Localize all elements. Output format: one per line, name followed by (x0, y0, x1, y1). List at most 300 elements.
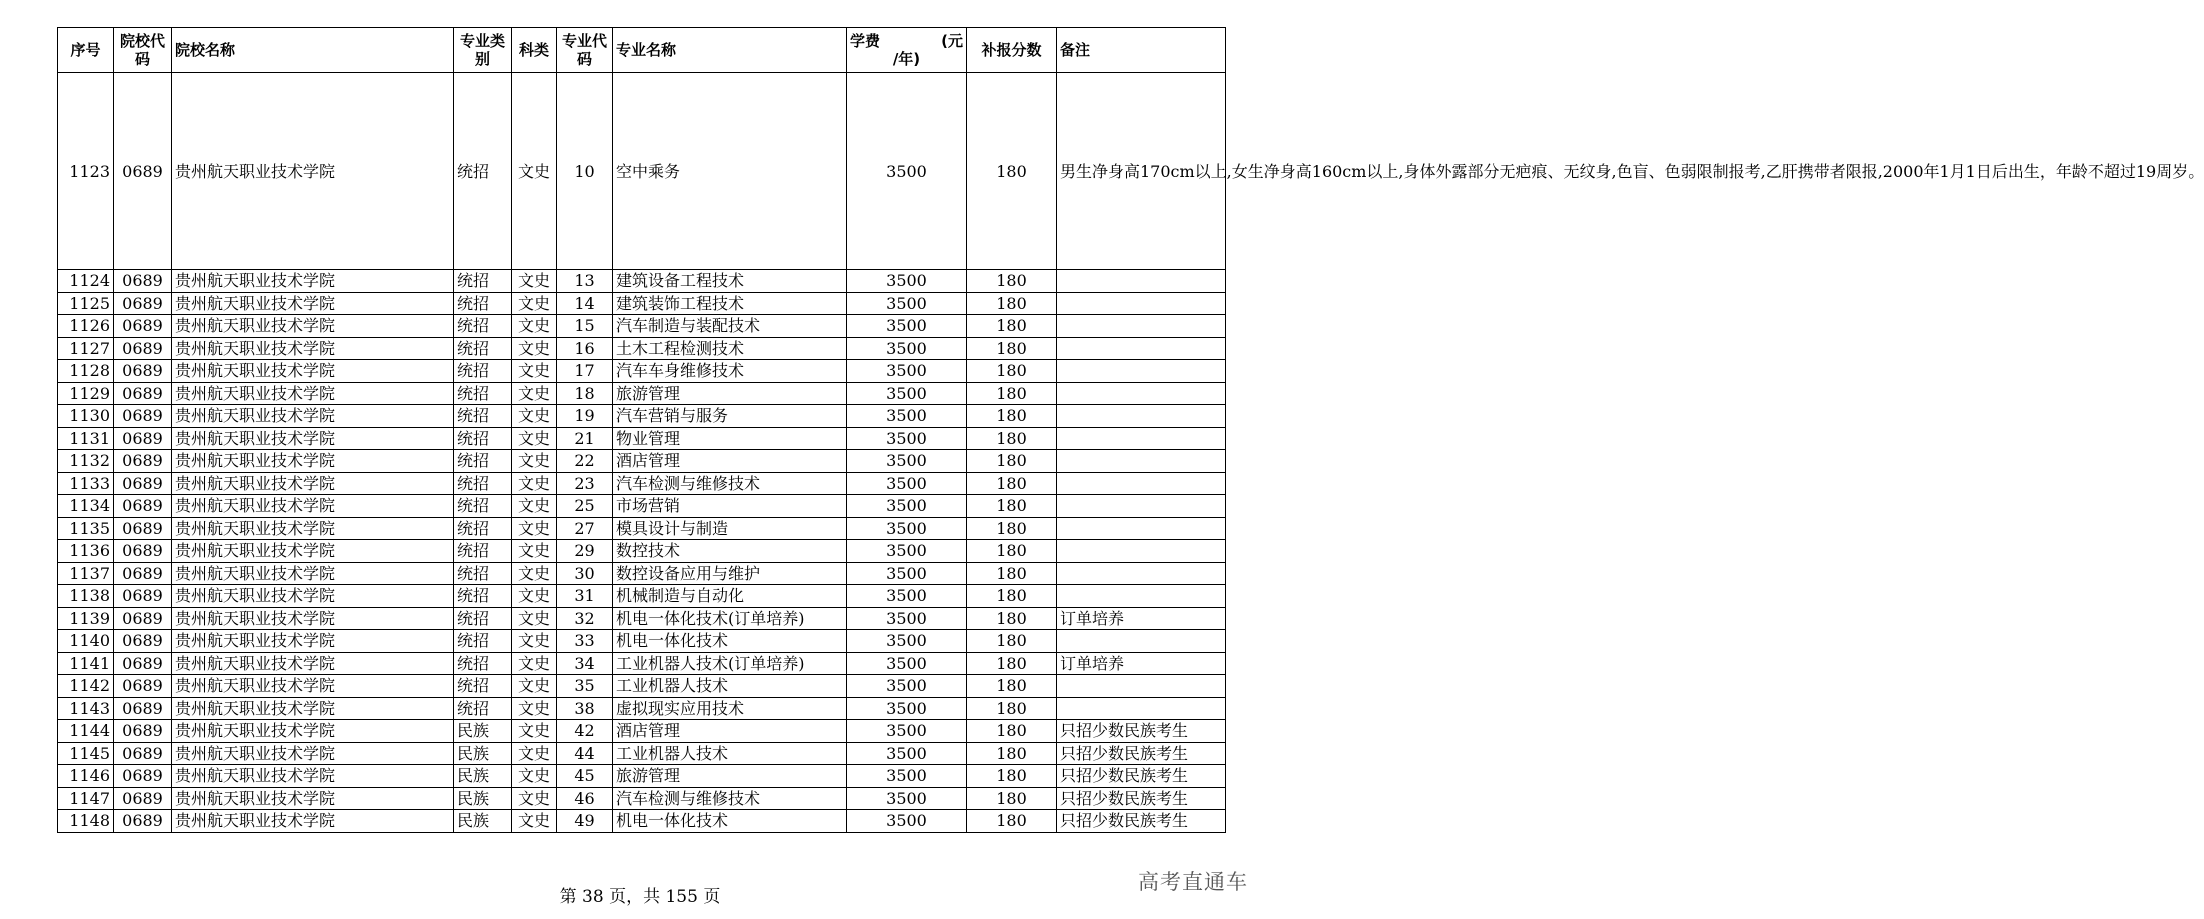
page-footer: 第 38 页，共 155 页 (559, 887, 721, 907)
cell-subject: 文史 (512, 787, 557, 810)
cell-school-name: 贵州航天职业技术学院 (172, 360, 454, 383)
header-score: 补报分数 (967, 28, 1057, 73)
cell-score: 180 (967, 337, 1057, 360)
cell-major-category: 民族 (454, 810, 512, 833)
cell-school-code: 0689 (114, 292, 172, 315)
cell-major-code: 49 (557, 810, 613, 833)
cell-score: 180 (967, 742, 1057, 765)
cell-school-code: 0689 (114, 630, 172, 653)
cell-major-name: 机电一体化技术 (613, 630, 847, 653)
cell-seq: 1145 (58, 742, 114, 765)
cell-score: 180 (967, 292, 1057, 315)
table-row (58, 292, 1226, 315)
cell-notes: 订单培养 (1057, 652, 1226, 675)
cell-tuition: 3500 (847, 73, 967, 270)
cell-school-code: 0689 (114, 382, 172, 405)
cell-seq: 1130 (58, 405, 114, 428)
cell-notes (1057, 405, 1226, 428)
cell-notes (1057, 495, 1226, 518)
cell-major-category: 统招 (454, 585, 512, 608)
cell-school-code: 0689 (114, 472, 172, 495)
cell-school-name: 贵州航天职业技术学院 (172, 720, 454, 743)
cell-major-category: 统招 (454, 495, 512, 518)
cell-subject: 文史 (512, 720, 557, 743)
cell-school-name: 贵州航天职业技术学院 (172, 787, 454, 810)
cell-major-name: 汽车车身维修技术 (613, 360, 847, 383)
cell-school-name: 贵州航天职业技术学院 (172, 337, 454, 360)
cell-major-code: 14 (557, 292, 613, 315)
watermark: 高考直通车 (1138, 870, 1248, 894)
table-row (58, 427, 1226, 450)
cell-seq: 1138 (58, 585, 114, 608)
cell-major-category: 统招 (454, 360, 512, 383)
cell-notes: 只招少数民族考生 (1057, 765, 1226, 788)
cell-seq: 1144 (58, 720, 114, 743)
cell-school-code: 0689 (114, 270, 172, 293)
cell-school-code: 0689 (114, 585, 172, 608)
cell-subject: 文史 (512, 315, 557, 338)
cell-major-code: 29 (557, 540, 613, 563)
cell-major-code: 19 (557, 405, 613, 428)
cell-subject: 文史 (512, 360, 557, 383)
cell-score: 180 (967, 450, 1057, 473)
cell-major-name: 机电一体化技术 (613, 810, 847, 833)
cell-tuition: 3500 (847, 697, 967, 720)
cell-major-code: 17 (557, 360, 613, 383)
cell-school-code: 0689 (114, 495, 172, 518)
cell-subject: 文史 (512, 292, 557, 315)
cell-school-name: 贵州航天职业技术学院 (172, 562, 454, 585)
cell-tuition: 3500 (847, 405, 967, 428)
cell-major-code: 21 (557, 427, 613, 450)
cell-tuition: 3500 (847, 337, 967, 360)
cell-seq: 1126 (58, 315, 114, 338)
cell-tuition: 3500 (847, 630, 967, 653)
cell-notes: 只招少数民族考生 (1057, 742, 1226, 765)
cell-major-code: 32 (557, 607, 613, 630)
cell-major-category: 统招 (454, 607, 512, 630)
cell-major-code: 18 (557, 382, 613, 405)
cell-score: 180 (967, 517, 1057, 540)
cell-tuition: 3500 (847, 765, 967, 788)
cell-major-name: 汽车检测与维修技术 (613, 472, 847, 495)
cell-school-name: 贵州航天职业技术学院 (172, 810, 454, 833)
cell-score: 180 (967, 652, 1057, 675)
header-tuition-unit: (元 (941, 32, 963, 50)
cell-school-name: 贵州航天职业技术学院 (172, 382, 454, 405)
cell-score: 180 (967, 73, 1057, 270)
cell-subject: 文史 (512, 405, 557, 428)
table-row (58, 652, 1226, 675)
table-row (58, 585, 1226, 608)
cell-major-name: 旅游管理 (613, 765, 847, 788)
cell-school-name: 贵州航天职业技术学院 (172, 675, 454, 698)
cell-score: 180 (967, 540, 1057, 563)
cell-major-category: 统招 (454, 562, 512, 585)
table-row (58, 495, 1226, 518)
table-row (58, 742, 1226, 765)
header-major-code: 专业代码 (557, 28, 613, 73)
cell-subject: 文史 (512, 765, 557, 788)
cell-major-code: 44 (557, 742, 613, 765)
cell-major-code: 25 (557, 495, 613, 518)
cell-major-category: 民族 (454, 720, 512, 743)
cell-major-name: 空中乘务 (613, 73, 847, 270)
cell-seq: 1141 (58, 652, 114, 675)
cell-seq: 1125 (58, 292, 114, 315)
cell-major-code: 46 (557, 787, 613, 810)
table-row (58, 360, 1226, 383)
cell-school-code: 0689 (114, 450, 172, 473)
cell-notes (1057, 427, 1226, 450)
admissions-table (57, 27, 2204, 833)
cell-subject: 文史 (512, 652, 557, 675)
cell-major-name: 市场营销 (613, 495, 847, 518)
cell-subject: 文史 (512, 382, 557, 405)
table-row (58, 315, 1226, 338)
cell-notes (1057, 450, 1226, 473)
table-row (58, 675, 1226, 698)
cell-seq: 1124 (58, 270, 114, 293)
cell-school-name: 贵州航天职业技术学院 (172, 405, 454, 428)
cell-school-name: 贵州航天职业技术学院 (172, 292, 454, 315)
header-notes: 备注 (1057, 28, 1226, 73)
cell-major-category: 统招 (454, 292, 512, 315)
cell-score: 180 (967, 585, 1057, 608)
cell-school-name: 贵州航天职业技术学院 (172, 472, 454, 495)
cell-score: 180 (967, 405, 1057, 428)
cell-score: 180 (967, 360, 1057, 383)
cell-seq: 1137 (58, 562, 114, 585)
cell-major-code: 31 (557, 585, 613, 608)
table-row (58, 540, 1226, 563)
cell-tuition: 3500 (847, 810, 967, 833)
cell-notes (1057, 292, 1226, 315)
cell-school-code: 0689 (114, 562, 172, 585)
cell-notes (1057, 337, 1226, 360)
cell-school-name: 贵州航天职业技术学院 (172, 517, 454, 540)
cell-major-category: 统招 (454, 270, 512, 293)
table-row (58, 562, 1226, 585)
table-row (58, 697, 1226, 720)
cell-subject: 文史 (512, 73, 557, 270)
cell-seq: 1140 (58, 630, 114, 653)
cell-major-category: 统招 (454, 315, 512, 338)
cell-subject: 文史 (512, 517, 557, 540)
cell-major-name: 工业机器人技术 (613, 742, 847, 765)
table-row (58, 720, 1226, 743)
cell-tuition: 3500 (847, 292, 967, 315)
cell-subject: 文史 (512, 585, 557, 608)
cell-major-name: 汽车检测与维修技术 (613, 787, 847, 810)
cell-score: 180 (967, 472, 1057, 495)
cell-major-name: 建筑装饰工程技术 (613, 292, 847, 315)
cell-seq: 1148 (58, 810, 114, 833)
cell-major-code: 33 (557, 630, 613, 653)
cell-tuition: 3500 (847, 720, 967, 743)
table-row (58, 73, 1226, 270)
cell-subject: 文史 (512, 697, 557, 720)
cell-tuition: 3500 (847, 495, 967, 518)
cell-notes (1057, 270, 1226, 293)
table-row (58, 382, 1226, 405)
cell-major-category: 统招 (454, 337, 512, 360)
cell-seq: 1142 (58, 675, 114, 698)
cell-subject: 文史 (512, 540, 557, 563)
table-row (58, 405, 1226, 428)
cell-score: 180 (967, 675, 1057, 698)
cell-score: 180 (967, 810, 1057, 833)
cell-school-name: 贵州航天职业技术学院 (172, 540, 454, 563)
cell-major-name: 机械制造与自动化 (613, 585, 847, 608)
cell-major-name: 汽车营销与服务 (613, 405, 847, 428)
cell-school-name: 贵州航天职业技术学院 (172, 270, 454, 293)
cell-school-code: 0689 (114, 337, 172, 360)
cell-seq: 1135 (58, 517, 114, 540)
cell-seq: 1146 (58, 765, 114, 788)
cell-major-name: 建筑设备工程技术 (613, 270, 847, 293)
cell-major-name: 酒店管理 (613, 450, 847, 473)
cell-school-code: 0689 (114, 315, 172, 338)
cell-score: 180 (967, 270, 1057, 293)
cell-subject: 文史 (512, 630, 557, 653)
cell-major-category: 统招 (454, 450, 512, 473)
cell-school-name: 贵州航天职业技术学院 (172, 742, 454, 765)
cell-tuition: 3500 (847, 450, 967, 473)
cell-school-name: 贵州航天职业技术学院 (172, 630, 454, 653)
cell-school-name: 贵州航天职业技术学院 (172, 315, 454, 338)
cell-notes (1057, 382, 1226, 405)
cell-major-code: 35 (557, 675, 613, 698)
cell-subject: 文史 (512, 450, 557, 473)
cell-seq: 1134 (58, 495, 114, 518)
cell-notes (1057, 697, 1226, 720)
cell-school-code: 0689 (114, 742, 172, 765)
cell-tuition: 3500 (847, 540, 967, 563)
cell-major-code: 16 (557, 337, 613, 360)
cell-tuition: 3500 (847, 652, 967, 675)
cell-subject: 文史 (512, 607, 557, 630)
cell-major-name: 数控技术 (613, 540, 847, 563)
cell-notes (1057, 517, 1226, 540)
cell-tuition: 3500 (847, 675, 967, 698)
cell-school-code: 0689 (114, 720, 172, 743)
cell-school-name: 贵州航天职业技术学院 (172, 697, 454, 720)
cell-subject: 文史 (512, 472, 557, 495)
table-row (58, 450, 1226, 473)
cell-notes (1057, 315, 1226, 338)
cell-school-code: 0689 (114, 787, 172, 810)
cell-notes (1057, 630, 1226, 653)
table-row (58, 787, 1226, 810)
cell-major-code: 10 (557, 73, 613, 270)
cell-school-name: 贵州航天职业技术学院 (172, 765, 454, 788)
cell-seq: 1127 (58, 337, 114, 360)
cell-school-code: 0689 (114, 427, 172, 450)
cell-score: 180 (967, 382, 1057, 405)
cell-seq: 1129 (58, 382, 114, 405)
cell-major-category: 统招 (454, 675, 512, 698)
table-header-row (58, 28, 1226, 73)
cell-score: 180 (967, 697, 1057, 720)
cell-major-category: 民族 (454, 787, 512, 810)
cell-major-name: 汽车制造与装配技术 (613, 315, 847, 338)
cell-score: 180 (967, 562, 1057, 585)
cell-school-name: 贵州航天职业技术学院 (172, 73, 454, 270)
cell-school-name: 贵州航天职业技术学院 (172, 427, 454, 450)
cell-major-name: 模具设计与制造 (613, 517, 847, 540)
table-body (58, 73, 2204, 833)
header-tuition (847, 28, 967, 73)
cell-tuition: 3500 (847, 517, 967, 540)
cell-notes (1057, 360, 1226, 383)
header-subject: 科类 (512, 28, 557, 73)
cell-notes (1057, 585, 1226, 608)
cell-tuition: 3500 (847, 427, 967, 450)
cell-seq: 1133 (58, 472, 114, 495)
cell-school-name: 贵州航天职业技术学院 (172, 607, 454, 630)
cell-major-code: 45 (557, 765, 613, 788)
cell-tuition: 3500 (847, 472, 967, 495)
cell-major-code: 13 (557, 270, 613, 293)
cell-notes (1057, 562, 1226, 585)
cell-major-category: 统招 (454, 540, 512, 563)
cell-major-category: 民族 (454, 765, 512, 788)
cell-tuition: 3500 (847, 315, 967, 338)
cell-major-name: 物业管理 (613, 427, 847, 450)
cell-seq: 1136 (58, 540, 114, 563)
cell-subject: 文史 (512, 270, 557, 293)
cell-tuition: 3500 (847, 270, 967, 293)
table-row (58, 765, 1226, 788)
cell-major-category: 民族 (454, 742, 512, 765)
cell-major-name: 酒店管理 (613, 720, 847, 743)
cell-notes: 男生净身高170cm以上,女生净身高160cm以上,身体外露部分无疤痕、无纹身,色盲、色弱限制报考,乙肝携带者限报,2000年1月1日后出生，年龄不超过19周岁。 (1057, 73, 1226, 270)
cell-major-code: 34 (557, 652, 613, 675)
cell-school-name: 贵州航天职业技术学院 (172, 495, 454, 518)
cell-tuition: 3500 (847, 360, 967, 383)
cell-seq: 1139 (58, 607, 114, 630)
cell-school-name: 贵州航天职业技术学院 (172, 652, 454, 675)
cell-major-category: 统招 (454, 427, 512, 450)
cell-major-name: 数控设备应用与维护 (613, 562, 847, 585)
table-row (58, 337, 1226, 360)
cell-notes (1057, 675, 1226, 698)
cell-score: 180 (967, 315, 1057, 338)
cell-seq: 1143 (58, 697, 114, 720)
cell-score: 180 (967, 765, 1057, 788)
cell-school-code: 0689 (114, 810, 172, 833)
cell-seq: 1128 (58, 360, 114, 383)
cell-seq: 1131 (58, 427, 114, 450)
cell-major-code: 42 (557, 720, 613, 743)
cell-school-code: 0689 (114, 765, 172, 788)
cell-notes: 订单培养 (1057, 607, 1226, 630)
cell-major-code: 15 (557, 315, 613, 338)
header-major-category: 专业类别 (454, 28, 512, 73)
cell-subject: 文史 (512, 742, 557, 765)
cell-tuition: 3500 (847, 562, 967, 585)
cell-major-code: 27 (557, 517, 613, 540)
cell-school-code: 0689 (114, 517, 172, 540)
cell-score: 180 (967, 607, 1057, 630)
cell-major-category: 统招 (454, 517, 512, 540)
cell-major-name: 工业机器人技术 (613, 675, 847, 698)
table-row (58, 472, 1226, 495)
cell-subject: 文史 (512, 810, 557, 833)
cell-major-name: 工业机器人技术(订单培养) (613, 652, 847, 675)
header-school-name: 院校名称 (172, 28, 454, 73)
cell-major-code: 22 (557, 450, 613, 473)
cell-school-code: 0689 (114, 540, 172, 563)
cell-notes: 只招少数民族考生 (1057, 720, 1226, 743)
cell-subject: 文史 (512, 675, 557, 698)
cell-school-code: 0689 (114, 697, 172, 720)
header-tuition-unit-suffix: /年) (892, 50, 921, 68)
cell-major-name: 机电一体化技术(订单培养) (613, 607, 847, 630)
cell-tuition: 3500 (847, 742, 967, 765)
cell-school-code: 0689 (114, 675, 172, 698)
table-row (58, 517, 1226, 540)
cell-major-category: 统招 (454, 405, 512, 428)
cell-school-code: 0689 (114, 360, 172, 383)
cell-subject: 文史 (512, 427, 557, 450)
cell-notes: 只招少数民族考生 (1057, 787, 1226, 810)
cell-score: 180 (967, 720, 1057, 743)
cell-subject: 文史 (512, 337, 557, 360)
cell-major-name: 旅游管理 (613, 382, 847, 405)
cell-major-category: 统招 (454, 472, 512, 495)
cell-major-category: 统招 (454, 382, 512, 405)
cell-subject: 文史 (512, 562, 557, 585)
cell-school-code: 0689 (114, 652, 172, 675)
cell-score: 180 (967, 787, 1057, 810)
table-row (58, 607, 1226, 630)
header-school-code: 院校代码 (114, 28, 172, 73)
cell-major-code: 30 (557, 562, 613, 585)
cell-score: 180 (967, 427, 1057, 450)
cell-major-category: 统招 (454, 652, 512, 675)
cell-seq: 1132 (58, 450, 114, 473)
cell-notes: 只招少数民族考生 (1057, 810, 1226, 833)
cell-major-category: 统招 (454, 630, 512, 653)
cell-tuition: 3500 (847, 585, 967, 608)
cell-major-code: 23 (557, 472, 613, 495)
cell-major-name: 虚拟现实应用技术 (613, 697, 847, 720)
cell-major-name: 土木工程检测技术 (613, 337, 847, 360)
cell-tuition: 3500 (847, 787, 967, 810)
cell-tuition: 3500 (847, 607, 967, 630)
cell-school-name: 贵州航天职业技术学院 (172, 585, 454, 608)
table-row (58, 630, 1226, 653)
table-row (58, 810, 1226, 833)
cell-notes (1057, 540, 1226, 563)
cell-major-category: 统招 (454, 697, 512, 720)
cell-seq: 1123 (58, 73, 114, 270)
cell-subject: 文史 (512, 495, 557, 518)
cell-tuition: 3500 (847, 382, 967, 405)
header-seq: 序号 (58, 28, 114, 73)
cell-school-code: 0689 (114, 607, 172, 630)
header-tuition-label: 学费 (850, 32, 881, 50)
cell-school-code: 0689 (114, 405, 172, 428)
cell-major-code: 38 (557, 697, 613, 720)
cell-seq: 1147 (58, 787, 114, 810)
cell-score: 180 (967, 495, 1057, 518)
header-major-name: 专业名称 (613, 28, 847, 73)
cell-school-name: 贵州航天职业技术学院 (172, 450, 454, 473)
cell-score: 180 (967, 630, 1057, 653)
